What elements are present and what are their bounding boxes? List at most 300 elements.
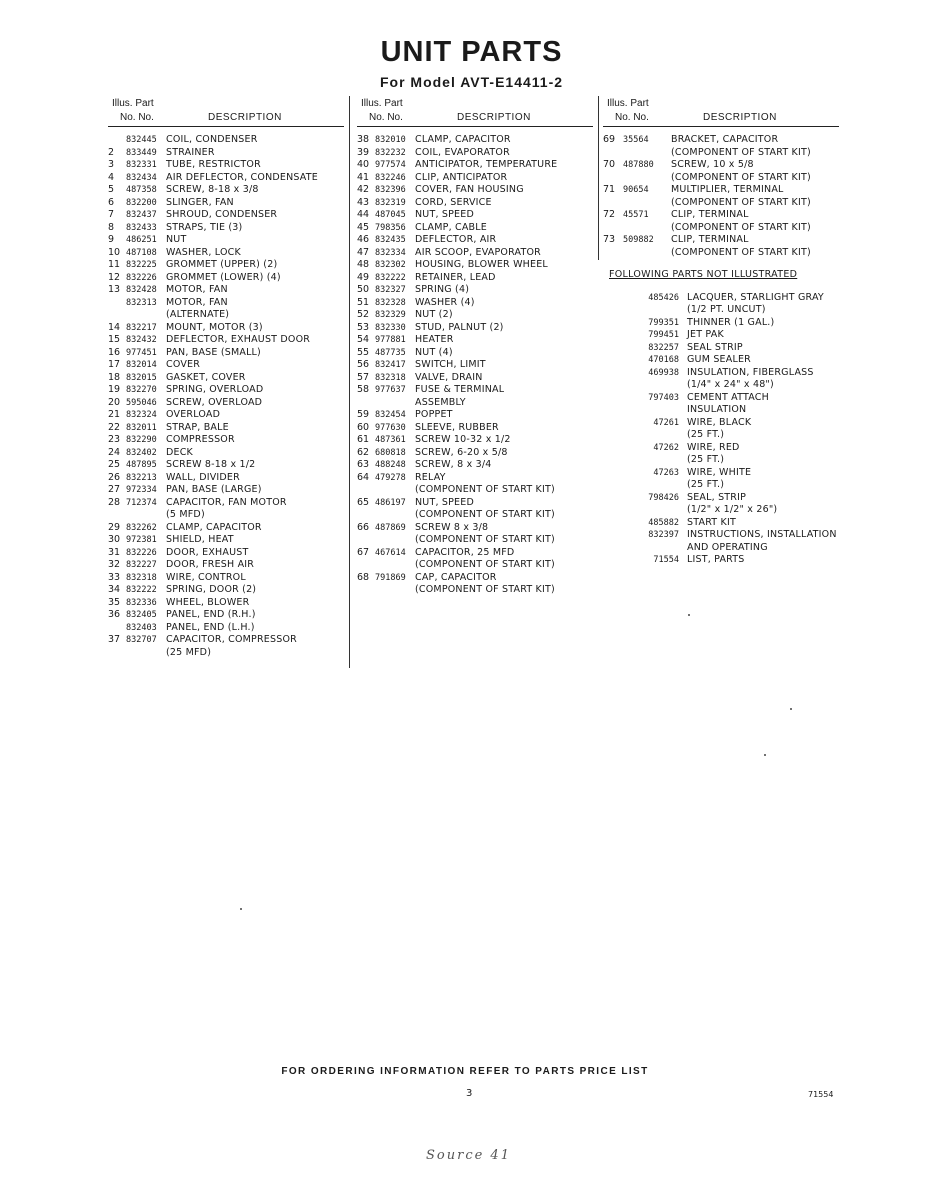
part-row (357, 372, 597, 385)
part-description: ANTICIPATOR, TEMPERATURE (415, 159, 558, 170)
part-row (357, 434, 597, 447)
part-number: 832324 (126, 410, 157, 420)
part-number: 832330 (375, 322, 406, 333)
illus-number: 58 (357, 384, 370, 395)
part-number: 832226 (126, 272, 157, 283)
part-description: AIR SCOOP, EVAPORATOR (415, 246, 541, 258)
illus-number: 42 (357, 184, 370, 195)
part-row (108, 459, 348, 472)
part-row (357, 297, 597, 310)
illus-number: 11 (108, 259, 121, 270)
illus-number: 5 (108, 184, 115, 195)
illus-number: 71 (603, 184, 616, 195)
part-number: 595046 (126, 397, 157, 408)
part-row (108, 534, 348, 547)
part-description: SHIELD, HEAT (166, 534, 234, 545)
illus-number (357, 534, 375, 547)
illus-number: 33 (108, 571, 121, 583)
part-number (375, 397, 415, 410)
part-row (108, 572, 348, 585)
part-row (357, 247, 597, 260)
illus-number: 16 (108, 346, 121, 358)
part-description: PANEL, END (R.H.) (166, 609, 256, 620)
part-row (603, 172, 843, 185)
part-description: CORD, SERVICE (415, 196, 492, 208)
part-description: (COMPONENT OF START KIT) (671, 171, 811, 183)
part-description: SLEEVE, RUBBER (415, 421, 499, 433)
part-number (375, 484, 415, 497)
illus-number (357, 584, 375, 597)
part-number (126, 309, 166, 322)
part-row (108, 159, 348, 172)
part-row (108, 372, 348, 385)
part-description: COIL, CONDENSER (166, 134, 258, 145)
illus-number: 39 (357, 146, 370, 158)
part-row (357, 334, 597, 347)
part-number: 832402 (126, 447, 157, 458)
part-row (603, 392, 843, 405)
part-number: 832222 (126, 585, 157, 595)
part-number: 832403 (126, 622, 157, 633)
part-description: (5 MFD) (166, 509, 205, 520)
part-row (108, 272, 348, 285)
header-illus-part: Illus. Part (112, 98, 154, 109)
part-number: 469938 (648, 367, 679, 378)
parts-list (357, 134, 597, 597)
header-no: No. No. (615, 112, 649, 123)
part-row (603, 184, 843, 197)
part-row (603, 529, 843, 542)
part-row (108, 297, 348, 310)
part-number: 798356 (375, 222, 406, 233)
part-number: 832437 (126, 210, 157, 220)
part-row (603, 317, 843, 330)
part-description: COMPRESSOR (166, 434, 235, 445)
part-number: 977574 (375, 160, 406, 170)
illus-number: 41 (357, 171, 370, 183)
part-row (357, 359, 597, 372)
part-description: JET PAK (687, 329, 724, 340)
part-number (611, 454, 687, 467)
part-description: WALL, DIVIDER (166, 471, 240, 483)
part-row (357, 547, 597, 560)
header-rule (603, 126, 839, 127)
part-description: CLIP, ANTICIPATOR (415, 171, 508, 183)
illus-number (357, 559, 375, 572)
part-number: 977881 (375, 335, 406, 345)
part-number: 832707 (126, 635, 157, 645)
part-number: 832432 (126, 335, 157, 345)
part-row (603, 134, 843, 147)
part-number: 791869 (375, 572, 406, 583)
part-number: 832262 (126, 522, 157, 533)
scan-speck (790, 708, 792, 710)
illus-number (108, 509, 126, 522)
part-description: STRAINER (166, 146, 215, 158)
illus-number: 47 (357, 246, 370, 258)
part-description: (COMPONENT OF START KIT) (671, 246, 811, 258)
illus-number: 6 (108, 196, 115, 208)
part-description: LIST, PARTS (687, 554, 745, 565)
part-row (108, 334, 348, 347)
illus-number: 60 (357, 421, 370, 433)
scan-speck (764, 754, 766, 756)
part-number: 487108 (126, 247, 157, 258)
part-number (623, 197, 671, 210)
part-description: (25 MFD) (166, 646, 212, 658)
header-description: DESCRIPTION (703, 112, 777, 123)
part-description: OVERLOAD (166, 409, 221, 420)
part-description: GROMMET (LOWER) (4) (166, 271, 281, 283)
part-number (611, 504, 687, 517)
part-number (375, 509, 415, 522)
part-row (357, 497, 597, 510)
illus-number: 35 (108, 596, 121, 608)
part-row (357, 397, 597, 410)
part-number: 47261 (653, 417, 679, 428)
header-no: No. No. (120, 112, 154, 123)
part-description: SCREW 8-18 x 1/2 (166, 459, 256, 470)
column-divider (349, 96, 350, 668)
part-number (375, 559, 415, 572)
part-number: 487895 (126, 460, 157, 470)
part-row (108, 547, 348, 560)
part-description: DEFLECTOR, EXHAUST DOOR (166, 334, 311, 345)
part-description: MOTOR, FAN (166, 296, 228, 308)
part-number: 35564 (623, 135, 649, 145)
part-description: (25 FT.) (687, 454, 725, 465)
part-description: FUSE & TERMINAL (415, 384, 505, 395)
part-row (108, 322, 348, 335)
part-row (108, 609, 348, 622)
part-number: 680818 (375, 447, 406, 458)
part-row (357, 509, 597, 522)
part-row (603, 454, 843, 467)
part-number: 832319 (375, 197, 406, 208)
illus-number: 3 (108, 159, 115, 170)
part-row (357, 197, 597, 210)
part-number: 832397 (648, 530, 679, 540)
part-row (108, 147, 348, 160)
header-description: DESCRIPTION (208, 112, 282, 123)
illus-number: 61 (357, 434, 370, 445)
part-row (108, 597, 348, 610)
part-row (108, 197, 348, 210)
part-row (108, 647, 348, 660)
part-number: 832200 (126, 197, 157, 208)
part-description: INSULATION, FIBERGLASS (687, 366, 814, 378)
illus-number: 28 (108, 496, 121, 508)
part-number (611, 479, 687, 492)
part-description: GROMMET (UPPER) (2) (166, 259, 278, 270)
illus-number: 29 (108, 521, 121, 533)
part-description: SCREW, 6-20 x 5/8 (415, 446, 508, 458)
part-row (108, 634, 348, 647)
illus-number: 14 (108, 321, 121, 333)
part-description: VALVE, DRAIN (415, 371, 483, 383)
illus-number (357, 397, 375, 410)
part-row (357, 222, 597, 235)
part-number: 972334 (126, 485, 157, 495)
illus-number: 9 (108, 234, 115, 245)
illus-number: 21 (108, 409, 121, 420)
illus-number: 57 (357, 371, 370, 383)
part-row (357, 209, 597, 222)
part-row (357, 484, 597, 497)
part-description: CAP, CAPACITOR (415, 571, 497, 583)
part-description: (COMPONENT OF START KIT) (671, 221, 811, 233)
part-description: (COMPONENT OF START KIT) (415, 559, 555, 570)
part-description: HOUSING, BLOWER WHEEL (415, 259, 548, 270)
part-description: SPRING, DOOR (2) (166, 584, 257, 595)
illus-number: 40 (357, 159, 370, 170)
part-row (357, 309, 597, 322)
illus-number: 52 (357, 309, 370, 320)
part-description: WHEEL, BLOWER (166, 596, 250, 608)
part-row (108, 522, 348, 535)
illus-number: 4 (108, 171, 115, 183)
illus-number: 62 (357, 446, 370, 458)
part-number: 832011 (126, 422, 157, 433)
illus-number: 44 (357, 209, 370, 220)
part-row (108, 484, 348, 497)
part-row (108, 509, 348, 522)
parts-list (603, 134, 843, 259)
part-number: 832246 (375, 172, 406, 183)
part-description: CEMENT ATTACH (687, 391, 769, 403)
part-description: PAN, BASE (SMALL) (166, 346, 261, 358)
header-illus-part: Illus. Part (607, 98, 649, 109)
scan-speck (240, 908, 242, 910)
part-description: SPRING, OVERLOAD (166, 384, 264, 395)
illus-number: 20 (108, 396, 121, 408)
illus-number (108, 134, 126, 147)
part-number: 832329 (375, 310, 406, 320)
part-description: MULTIPLIER, TERMINAL (671, 184, 784, 195)
part-number: 832318 (375, 372, 406, 383)
part-row (108, 284, 348, 297)
part-row (108, 259, 348, 272)
illus-number (357, 509, 375, 522)
part-number: 487880 (623, 160, 654, 170)
illus-number: 72 (603, 209, 616, 220)
part-description: (COMPONENT OF START KIT) (415, 484, 555, 495)
part-description: NUT (166, 234, 187, 245)
part-row (357, 347, 597, 360)
part-number: 832328 (375, 297, 406, 308)
part-number: 832010 (375, 135, 406, 145)
illus-number: 12 (108, 271, 121, 283)
column-header (603, 96, 843, 126)
part-row (603, 492, 843, 505)
part-number: 487358 (126, 185, 157, 195)
part-row (108, 422, 348, 435)
part-number: 487735 (375, 347, 406, 358)
parts-column-3 (603, 96, 843, 567)
illus-number (108, 297, 126, 310)
part-number (623, 247, 671, 260)
part-row (108, 222, 348, 235)
part-number: 832225 (126, 260, 157, 270)
part-row (357, 522, 597, 535)
part-description: RELAY (415, 471, 446, 483)
part-row (603, 292, 843, 305)
illus-number: 43 (357, 196, 370, 208)
part-row (108, 172, 348, 185)
part-description: BRACKET, CAPACITOR (671, 134, 779, 145)
part-row (603, 342, 843, 355)
part-row (357, 284, 597, 297)
part-number: 832270 (126, 385, 157, 395)
part-row (108, 234, 348, 247)
part-row (603, 354, 843, 367)
part-number: 509882 (623, 235, 654, 245)
part-description: CLAMP, CAPACITOR (415, 134, 511, 145)
part-description: NUT (4) (415, 346, 453, 358)
part-description: SHROUD, CONDENSER (166, 209, 278, 220)
part-row (108, 309, 348, 322)
part-row (357, 147, 597, 160)
part-row (108, 622, 348, 635)
part-description: (COMPONENT OF START KIT) (415, 509, 555, 520)
illus-number (108, 309, 126, 322)
part-description: AND OPERATING (687, 541, 768, 553)
part-row (357, 172, 597, 185)
part-description: CLAMP, CAPACITOR (166, 521, 262, 533)
not-illustrated-heading: FOLLOWING PARTS NOT ILLUSTRATED (609, 269, 798, 280)
header-illus-part: Illus. Part (361, 98, 403, 109)
part-number: 977451 (126, 347, 157, 358)
part-row (357, 259, 597, 272)
part-number: 486197 (375, 497, 406, 508)
part-number (126, 647, 166, 660)
part-row (603, 517, 843, 530)
part-number: 832454 (375, 410, 406, 420)
column-header (357, 96, 597, 126)
part-number: 832213 (126, 472, 157, 483)
illus-number: 49 (357, 271, 370, 283)
part-number: 832435 (375, 235, 406, 245)
illus-number: 69 (603, 134, 616, 145)
part-row (357, 134, 597, 147)
part-row (603, 554, 843, 567)
part-row (357, 234, 597, 247)
part-description: GASKET, COVER (166, 371, 246, 383)
part-description: GUM SEALER (687, 354, 751, 365)
part-description: (COMPONENT OF START KIT) (415, 534, 555, 545)
part-description: CAPACITOR, 25 MFD (415, 546, 515, 558)
illus-number: 54 (357, 334, 370, 345)
model-subtitle: For Model AVT-E14411-2 (379, 74, 564, 90)
part-row (108, 209, 348, 222)
part-number: 832405 (126, 610, 157, 620)
part-number: 797403 (648, 392, 679, 403)
part-row (603, 542, 843, 555)
part-description: SCREW 8 x 3/8 (415, 521, 489, 533)
part-description: (COMPONENT OF START KIT) (415, 584, 555, 595)
part-number: 90654 (623, 185, 649, 195)
part-row (603, 209, 843, 222)
illus-number: 48 (357, 259, 370, 270)
part-description: DOOR, EXHAUST (166, 546, 249, 558)
part-number: 832334 (375, 247, 406, 258)
part-description: DOOR, FRESH AIR (166, 559, 255, 570)
part-number: 832417 (375, 360, 406, 370)
part-row (603, 379, 843, 392)
illus-number: 37 (108, 634, 121, 645)
illus-number (603, 172, 623, 185)
illus-number: 18 (108, 371, 121, 383)
illus-number: 15 (108, 334, 121, 345)
part-description: CLAMP, CABLE (415, 221, 487, 233)
illus-number (603, 247, 623, 260)
part-row (603, 304, 843, 317)
illus-number: 25 (108, 459, 121, 470)
part-description: (1/2 PT. UNCUT) (687, 304, 766, 315)
part-number: 798426 (648, 492, 679, 503)
part-description: NUT, SPEED (415, 209, 474, 220)
document-number: 71554 (808, 1090, 834, 1099)
part-description: SWITCH, LIMIT (415, 359, 486, 370)
part-description: COIL, EVAPORATOR (415, 146, 510, 158)
illus-number: 38 (357, 134, 370, 145)
part-description: SEAL STRIP (687, 341, 743, 353)
part-number: 832227 (126, 560, 157, 570)
part-description: SCREW, 8-18 x 3/8 (166, 184, 259, 195)
part-description: (25 FT.) (687, 479, 725, 490)
part-description: (ALTERNATE) (166, 309, 230, 320)
part-description: STUD, PALNUT (2) (415, 321, 504, 333)
part-number (611, 304, 687, 317)
part-row (603, 417, 843, 430)
part-number (623, 222, 671, 235)
illus-number: 10 (108, 246, 121, 258)
illus-number (357, 484, 375, 497)
illus-number: 24 (108, 446, 121, 458)
part-number: 487361 (375, 435, 406, 445)
part-row (357, 472, 597, 485)
illus-number: 31 (108, 546, 121, 558)
part-number (611, 404, 687, 417)
part-description: WIRE, BLACK (687, 416, 752, 428)
part-row (603, 404, 843, 417)
part-row (108, 397, 348, 410)
illus-number: 34 (108, 584, 121, 595)
part-number: 832226 (126, 547, 157, 558)
part-number: 832222 (375, 272, 406, 283)
illus-number: 73 (603, 234, 616, 245)
part-description: WASHER, LOCK (166, 246, 241, 258)
part-description: HEATER (415, 334, 454, 345)
part-description: SCREW, OVERLOAD (166, 396, 263, 408)
part-number: 45571 (623, 210, 649, 220)
part-row (108, 434, 348, 447)
part-row (357, 534, 597, 547)
ordering-footer: FOR ORDERING INFORMATION REFER TO PARTS PRICE LIST (281, 1066, 649, 1077)
not-illustrated-list (603, 292, 843, 567)
part-number: 977630 (375, 422, 406, 433)
part-number: 832434 (126, 172, 157, 183)
part-number (126, 509, 166, 522)
part-number: 487869 (375, 522, 406, 533)
part-description: SLINGER, FAN (166, 196, 234, 208)
illus-number (603, 222, 623, 235)
part-number: 485426 (648, 292, 679, 303)
illus-number: 59 (357, 409, 370, 420)
illus-number: 63 (357, 459, 370, 470)
part-row (603, 247, 843, 260)
handwritten-note: Source 41 (426, 1148, 511, 1163)
